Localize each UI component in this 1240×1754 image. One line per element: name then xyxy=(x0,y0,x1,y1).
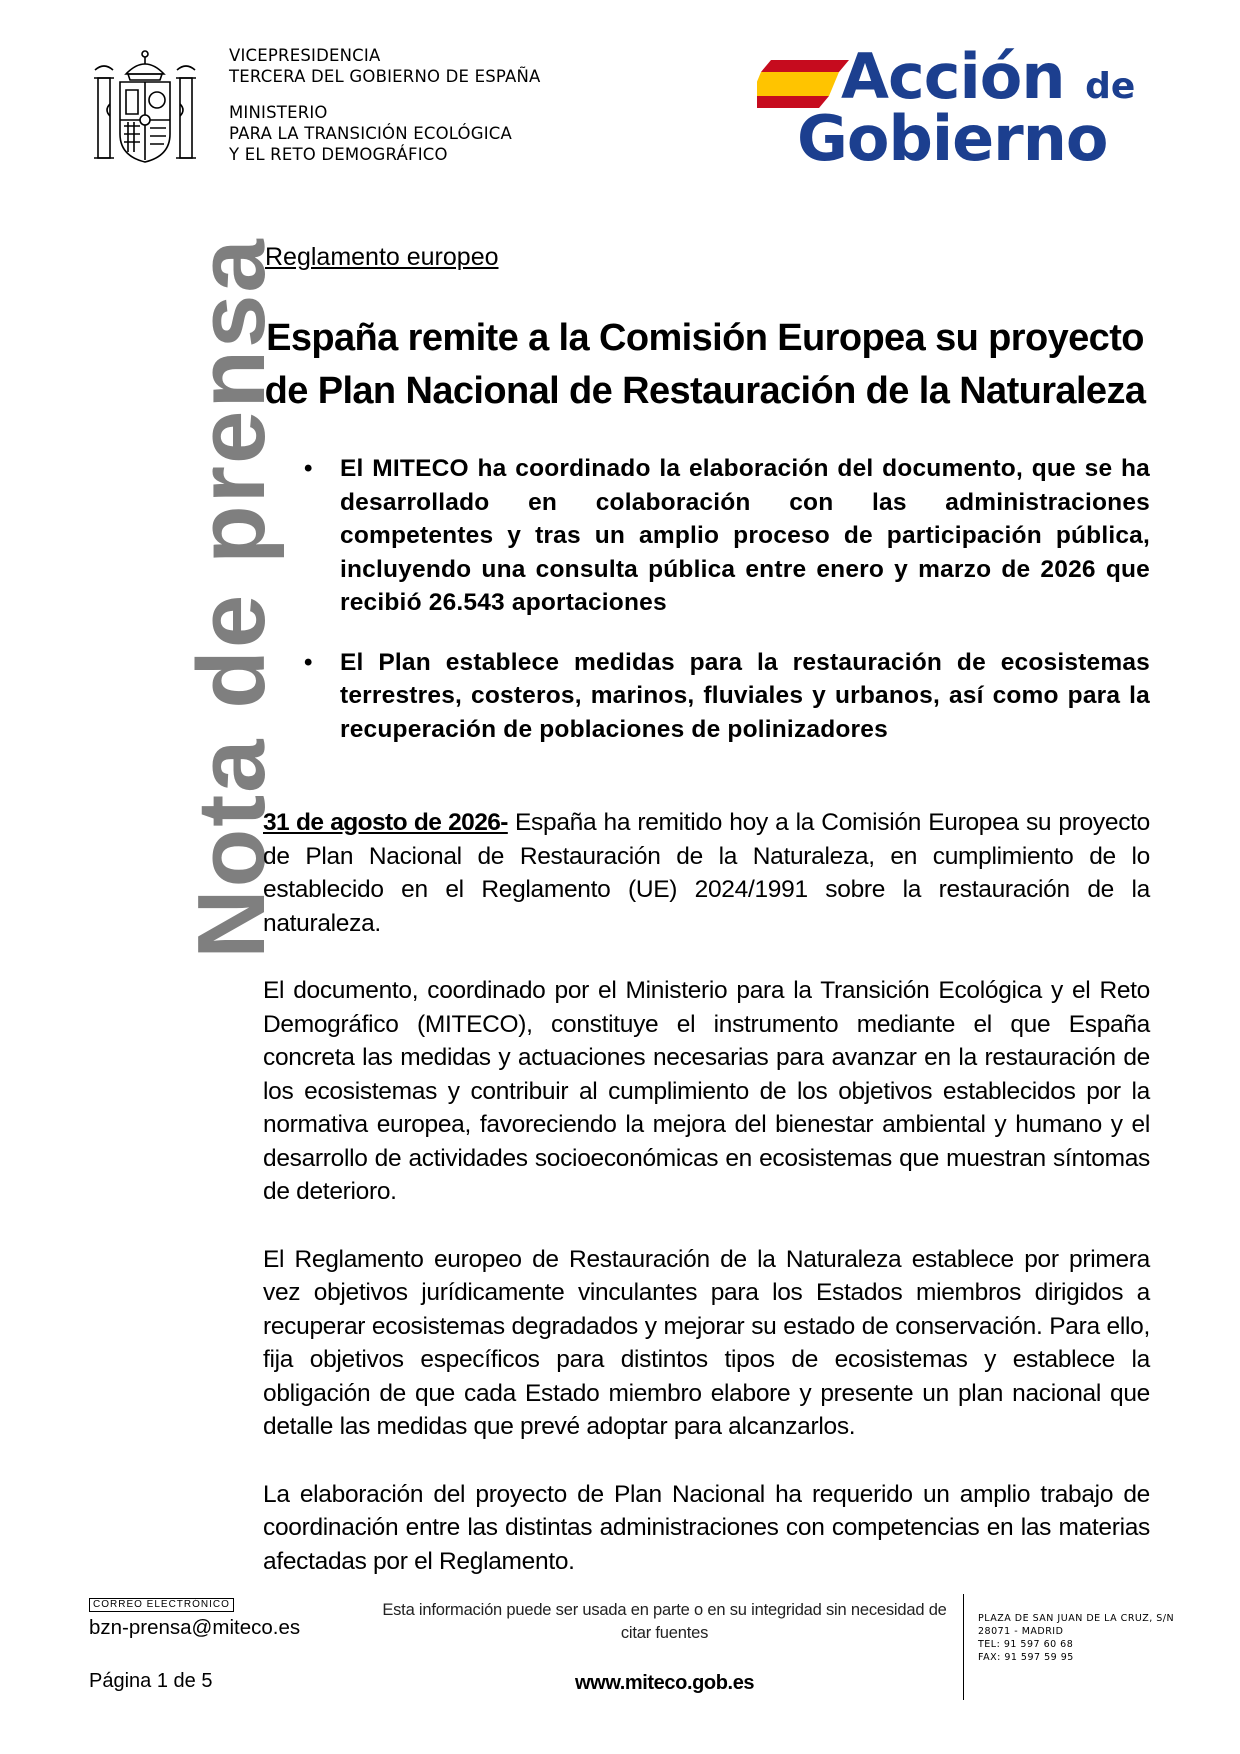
page-number: Página 1 de 5 xyxy=(89,1670,213,1692)
usage-note: Esta información puede ser usada en parte o en su integridad sin necesidad de citar fuentes xyxy=(382,1601,947,1642)
page-title: España remite a la Comisión Europea su proyecto de Plan Nacional de Restauración de la Naturaleza xyxy=(264,317,1146,412)
bullet-text: El MITECO ha coordinado la elaboración del documento, que se ha desarrollado en colaboración con las administraciones competentes y tras un amplio proceso de participación pública, incluyendo una consulta pública entre enero y marzo de 2026 que recibió 26.543 aportaciones xyxy=(340,455,1150,616)
ministry-line: Y EL RETO DEMOGRÁFICO xyxy=(229,145,448,164)
email-label: CORREO ELECTRÓNICO xyxy=(89,1598,234,1612)
ministry-line: PARA LA TRANSICIÓN ECOLÓGICA xyxy=(229,124,513,143)
website-link[interactable]: www.miteco.gob.es xyxy=(575,1672,755,1694)
section-label: Reglamento europeo xyxy=(265,243,499,271)
email-link[interactable]: bzn-prensa@miteco.es xyxy=(89,1616,301,1639)
gov-line: VICEPRESIDENCIA xyxy=(229,46,381,65)
brand-line1: Acción xyxy=(841,40,1065,113)
address-block xyxy=(978,1612,1174,1664)
spanish-flag-icon xyxy=(757,60,849,108)
paragraph-text: España ha remitido hoy a la Comisión Europea su proyecto de Plan Nacional de Restauración de la Naturaleza, en cumplimiento de lo establecido en el Reglamento (UE) 2024/1991 sobre la restauración de la naturaleza. xyxy=(263,809,1150,937)
highlight-bullets xyxy=(300,452,1150,772)
footer-divider xyxy=(963,1594,964,1700)
paragraph: El Reglamento europeo de Restauración de la Naturaleza establece por primera vez objetivos jurídicamente vinculantes para los Estados miembros dirigidos a recuperar ecosistemas degradados y mejorar su estado de conservación. Para ello, fija objetivos específicos para distintos tipos de ecosistemas y establece la obligación de que cada Estado miembro elabore y presente un plan nacional que detalle las medidas que prevé adoptar para alcanzarlos. xyxy=(263,1245,1150,1440)
brand-de: de xyxy=(1085,66,1136,107)
coat-of-arms-icon xyxy=(90,44,200,170)
bullet-text: El Plan establece medidas para la restauración de ecosistemas terrestres, costeros, marinos, fluviales y urbanos, así como para la recuperación de poblaciones de polinizadores xyxy=(340,648,1150,743)
address-line: 28071 - MADRID xyxy=(978,1626,1064,1637)
press-release-side-label: Nota de prensa xyxy=(178,237,285,959)
bullet-item xyxy=(300,646,1150,747)
fax-line: FAX: 91 597 59 95 xyxy=(978,1652,1074,1663)
gov-line: TERCERA DEL GOBIERNO DE ESPAÑA xyxy=(229,67,541,86)
ministry-line: MINISTERIO xyxy=(229,103,328,122)
paragraph: El documento, coordinado por el Ministerio para la Transición Ecológica y el Reto Demográfico (MITECO), constituye el instrumento mediante el que España concreta las medidas y actuaciones necesarias para avanzar en la restauración de los ecosistemas y contribuir al cumplimiento de los objetivos establecidos por la normativa europea, favoreciendo la mejora del bienestar ambiental y humano y el desarrollo de actividades socioeconómicas en ecosistemas que muestran síntomas de deterioro. xyxy=(263,977,1150,1205)
phone-line: TEL: 91 597 60 68 xyxy=(978,1639,1074,1650)
dateline: 31 de agosto de 2026- xyxy=(263,809,508,836)
address-line: PLAZA DE SAN JUAN DE LA CRUZ, S/N xyxy=(978,1613,1175,1624)
article-body xyxy=(263,806,1150,1612)
bullet-item xyxy=(300,452,1150,620)
brand-line2: Gobierno xyxy=(797,102,1108,175)
government-header xyxy=(229,45,541,165)
bullet-icon: • xyxy=(304,648,313,676)
paragraph xyxy=(263,806,1150,940)
paragraph: La elaboración del proyecto de Plan Nacional ha requerido un amplio trabajo de coordinación entre las distintas administraciones con competencias en las materias afectadas por el Reglamento. xyxy=(263,1480,1150,1575)
accion-de-gobierno-logo xyxy=(757,38,1157,178)
bullet-icon: • xyxy=(304,455,313,482)
